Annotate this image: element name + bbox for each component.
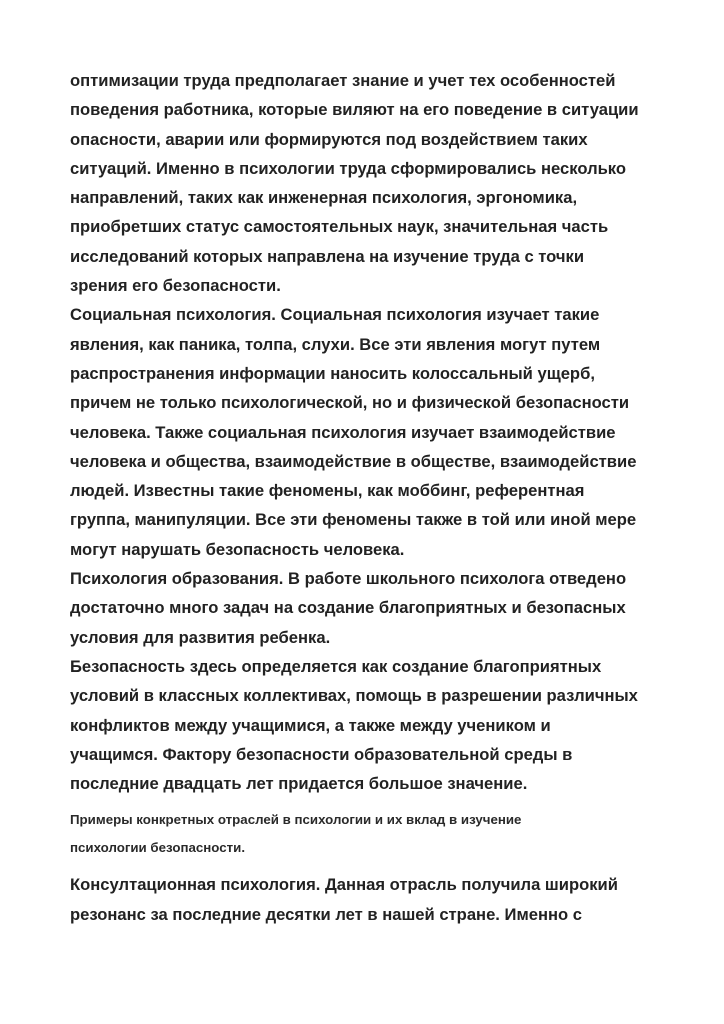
text-line: ситуаций. Именно в психологии труда сформировались несколько [70, 158, 627, 178]
text-line: конфликтов между учащимися, а также между учеником и [70, 715, 551, 735]
text-line: Психология образования. В работе школьного психолога отведено [70, 569, 627, 589]
text-line: последние двадцать лет придается большое значение. [70, 774, 528, 794]
text-line: опасности, аварии или формируются под воздействием таких [70, 129, 588, 149]
text-line: явления, как паника, толпа, слухи. Все эти явления могут путем [70, 334, 601, 354]
text-line: резонанс за последние десятки лет в нашей стране. Именно с [70, 904, 582, 924]
text-line: направлений, таких как инженерная психология, эргономика, [70, 188, 578, 208]
text-line: исследований которых направлена на изучение труда с точки [70, 246, 585, 266]
text-line: Консултационная психология. Данная отрасль получила широкий [70, 875, 618, 895]
text-line: поведения работника, которые виляют на его поведение в ситуации [70, 100, 639, 120]
document-page [70, 66, 670, 929]
section-heading [70, 806, 670, 862]
text-line: могут нарушать безопасность человека. [70, 539, 405, 559]
heading-line: психологии безопасности. [70, 840, 246, 856]
text-line: оптимизации труда предполагает знание и учет тех особенностей [70, 71, 616, 90]
text-line: человека. Также социальная психология изучает взаимодействие [70, 422, 616, 442]
text-line: Безопасность здесь определяется как создание благоприятных [70, 656, 602, 676]
text-line: Социальная психология. Социальная психология изучает такие [70, 305, 600, 325]
text-line: человека и общества, взаимодействие в обществе, взаимодействие [70, 451, 637, 471]
text-line: распространения информации наносить колоссальный ущерб, [70, 363, 595, 383]
text-line: условий в классных коллективах, помощь в разрешении различных [70, 686, 638, 706]
heading-line: Примеры конкретных отраслей в психологии и их вклад в изучение [70, 812, 522, 828]
text-line: зрения его безопасности. [70, 276, 281, 296]
text-line: достаточно много задач на создание благоприятных и безопасных [70, 598, 626, 618]
text-line: учащимся. Фактору безопасности образовательной среды в [70, 744, 573, 764]
text-line: людей. Известны такие феномены, как моббинг, референтная [70, 481, 585, 501]
text-line: условия для развития ребенка. [70, 627, 331, 647]
text-line: причем не только психологической, но и физической безопасности [70, 393, 630, 413]
body-text-continued [70, 870, 670, 929]
text-line: приобретших статус самостоятельных наук, значительная часть [70, 217, 609, 237]
body-text [70, 66, 670, 798]
text-line: группа, манипуляции. Все эти феномены также в той или иной мере [70, 510, 637, 530]
